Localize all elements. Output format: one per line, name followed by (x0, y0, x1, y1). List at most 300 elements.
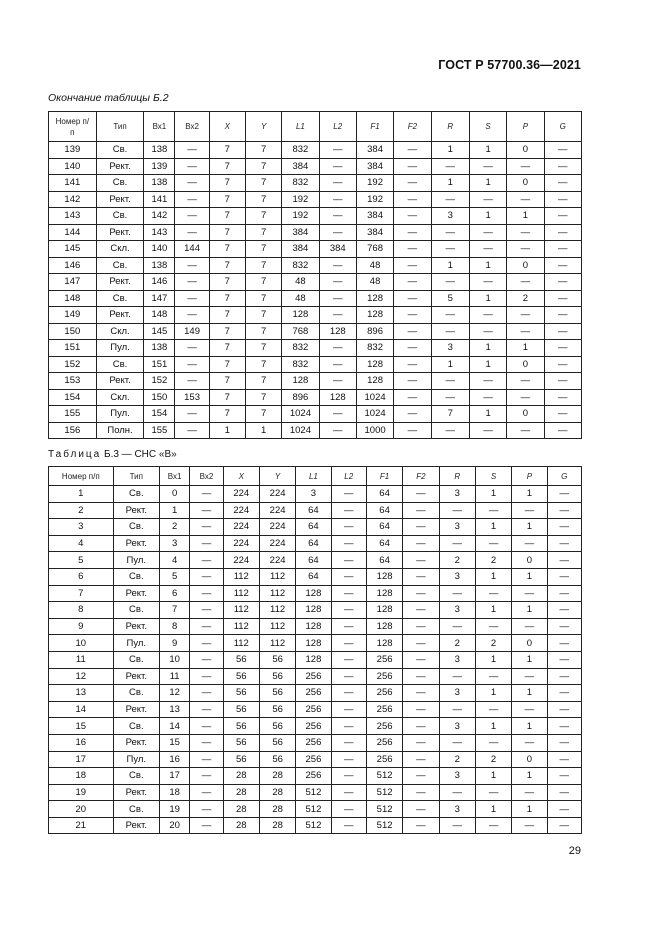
table-cell: — (403, 734, 439, 751)
table-cell: 5 (49, 552, 114, 569)
table-cell: — (190, 618, 223, 635)
table-cell: 1 (512, 685, 547, 702)
table-cell: — (175, 142, 209, 159)
table-cell: — (547, 718, 581, 735)
table-cell: 28 (223, 801, 259, 818)
table-cell: 1 (469, 142, 506, 159)
table-row (49, 618, 582, 635)
table-cell: Пул. (113, 552, 159, 569)
table-cell: 256 (296, 685, 331, 702)
table-cell: 1 (512, 718, 547, 735)
table-cell: 64 (366, 486, 402, 503)
table-cell: 7 (209, 158, 245, 175)
table-cell: — (439, 734, 475, 751)
table-cell: — (547, 502, 581, 519)
table-cell: — (512, 668, 547, 685)
table-cell: — (547, 685, 581, 702)
table-cell: 7 (245, 191, 281, 208)
table-cell: — (175, 373, 209, 390)
table-cell: — (403, 502, 439, 519)
table-cell: — (431, 307, 469, 324)
table-cell: 149 (49, 307, 97, 324)
table-cell: 28 (259, 768, 295, 785)
table-cell: — (394, 290, 431, 307)
table-cell: — (331, 535, 366, 552)
table-cell: — (394, 340, 431, 357)
table-cell: 1 (469, 340, 506, 357)
table-cell: 7 (209, 356, 245, 373)
table-cell: 1 (475, 718, 511, 735)
table-cell: — (331, 801, 366, 818)
table-cell: 28 (259, 801, 295, 818)
table-cell: — (439, 502, 475, 519)
table-cell: 1 (469, 406, 506, 423)
table-cell: 112 (259, 568, 295, 585)
table-cell: — (507, 373, 544, 390)
table-cell: 224 (259, 486, 295, 503)
table-cell: 7 (209, 224, 245, 241)
table-cell: 5 (431, 290, 469, 307)
table-cell: — (319, 142, 356, 159)
table-cell: 56 (223, 651, 259, 668)
column-header: G (547, 467, 581, 486)
table-cell: — (512, 535, 547, 552)
table-row (49, 784, 582, 801)
table-cell: 112 (223, 568, 259, 585)
table-cell: — (175, 340, 209, 357)
table-cell: 128 (296, 585, 331, 602)
table-cell: — (507, 307, 544, 324)
table-cell: — (394, 158, 431, 175)
table-cell: 384 (319, 241, 356, 258)
table-row (49, 602, 582, 619)
table-cell: 7 (209, 290, 245, 307)
table-cell: 112 (223, 585, 259, 602)
table-cell: 148 (49, 290, 97, 307)
table-cell: — (403, 784, 439, 801)
table-cell: 146 (49, 257, 97, 274)
table-cell: — (190, 668, 223, 685)
table-cell: 1 (512, 519, 547, 536)
table-cell: — (512, 784, 547, 801)
table-cell: 512 (296, 801, 331, 818)
table-cell: — (319, 224, 356, 241)
table-cell: — (544, 257, 581, 274)
table-cell: 7 (209, 307, 245, 324)
table-cell: — (319, 373, 356, 390)
table-cell: 1 (507, 340, 544, 357)
table-cell: Св. (113, 519, 159, 536)
table-cell: 56 (223, 685, 259, 702)
table-cell: — (431, 389, 469, 406)
table-cell: Полн. (96, 422, 144, 439)
table-cell: 3 (160, 535, 190, 552)
table-cell: — (394, 422, 431, 439)
table-cell: — (331, 817, 366, 834)
table-cell: 0 (512, 635, 547, 652)
table-cell: 3 (439, 519, 475, 536)
table-cell: 7 (245, 224, 281, 241)
table-cell: 128 (366, 602, 402, 619)
table-cell: — (507, 274, 544, 291)
table-cell: — (319, 158, 356, 175)
table-cell: 14 (160, 718, 190, 735)
table-cell: 28 (223, 784, 259, 801)
table-row (49, 142, 582, 159)
table-cell: — (319, 340, 356, 357)
table-cell: 128 (366, 618, 402, 635)
table-cell: 128 (356, 373, 393, 390)
table-cell: — (544, 175, 581, 192)
table-cell: 256 (296, 751, 331, 768)
table-cell: — (403, 685, 439, 702)
table-cell: 3 (439, 718, 475, 735)
table-row (49, 734, 582, 751)
table-b3-header-row (49, 467, 582, 486)
table-cell: 7 (245, 373, 281, 390)
table-cell: — (331, 751, 366, 768)
table-row (49, 307, 582, 324)
table-cell: Пул. (113, 635, 159, 652)
table-cell: 192 (356, 191, 393, 208)
table-cell: 2 (49, 502, 114, 519)
table-row (49, 191, 582, 208)
table-cell: — (331, 585, 366, 602)
table-cell: — (469, 158, 506, 175)
table-cell: 0 (507, 175, 544, 192)
table-cell: — (431, 274, 469, 291)
table-cell: 7 (209, 373, 245, 390)
table-cell: — (469, 191, 506, 208)
table-cell: 1024 (356, 406, 393, 423)
table-cell: — (403, 701, 439, 718)
table-cell: 112 (223, 602, 259, 619)
document-code: ГОСТ Р 57700.36—2021 (438, 58, 581, 72)
table-cell: 224 (259, 552, 295, 569)
table-cell: — (547, 535, 581, 552)
table-cell: — (512, 585, 547, 602)
table-cell: — (507, 224, 544, 241)
table-cell: 56 (223, 668, 259, 685)
table-cell: 7 (245, 340, 281, 357)
table-cell: — (469, 422, 506, 439)
table-cell: 155 (144, 422, 175, 439)
table-cell: Рект. (96, 158, 144, 175)
table-cell: Рект. (96, 191, 144, 208)
table-cell: 1 (469, 208, 506, 225)
table-cell: 151 (144, 356, 175, 373)
table-cell: 1 (512, 568, 547, 585)
table-cell: — (190, 602, 223, 619)
table-cell: — (331, 784, 366, 801)
table-cell: Скл. (96, 323, 144, 340)
table-row (49, 373, 582, 390)
column-header: Вх1 (144, 112, 175, 142)
column-header: Тип (113, 467, 159, 486)
table-cell: — (394, 175, 431, 192)
table-cell: — (431, 158, 469, 175)
table-cell: 64 (296, 535, 331, 552)
table-cell: Св. (113, 768, 159, 785)
table-cell: — (394, 323, 431, 340)
table-cell: 149 (175, 323, 209, 340)
table-row (49, 768, 582, 785)
table-row (49, 356, 582, 373)
table-cell: — (547, 486, 581, 503)
table-cell: 1 (431, 142, 469, 159)
table-cell: — (547, 768, 581, 785)
table-cell: — (544, 307, 581, 324)
table-cell: — (403, 635, 439, 652)
table-cell: — (190, 552, 223, 569)
table-cell: 64 (366, 552, 402, 569)
table-cell: — (331, 519, 366, 536)
column-header: Тип (96, 112, 144, 142)
table-cell: — (403, 585, 439, 602)
table-cell: 153 (175, 389, 209, 406)
table-cell: — (547, 701, 581, 718)
table-cell: — (431, 422, 469, 439)
table-cell: — (439, 817, 475, 834)
table-cell: 112 (259, 602, 295, 619)
table-cell: 147 (144, 290, 175, 307)
table-cell: — (507, 323, 544, 340)
table-cell: — (544, 241, 581, 258)
table-cell: 14 (49, 701, 114, 718)
table-cell: — (175, 175, 209, 192)
table-cell: — (475, 734, 511, 751)
table-cell: 128 (296, 635, 331, 652)
table-cell: 19 (160, 801, 190, 818)
table-cell: 13 (160, 701, 190, 718)
column-header: X (223, 467, 259, 486)
column-header: F2 (394, 112, 431, 142)
table-cell: 1 (475, 568, 511, 585)
table-cell: — (394, 191, 431, 208)
table-cell: 224 (259, 519, 295, 536)
table-cell: 7 (209, 191, 245, 208)
table-cell: — (175, 208, 209, 225)
table-cell: 142 (49, 191, 97, 208)
table-cell: — (394, 142, 431, 159)
table-b3-caption (48, 449, 177, 460)
table-cell: 28 (259, 784, 295, 801)
table-cell: 7 (209, 389, 245, 406)
table-cell: Св. (96, 356, 144, 373)
column-header: Вх2 (190, 467, 223, 486)
table-row (49, 718, 582, 735)
column-header: F2 (403, 467, 439, 486)
table-cell: Св. (113, 718, 159, 735)
table-cell: 9 (49, 618, 114, 635)
table-cell: 146 (144, 274, 175, 291)
table-cell: — (319, 290, 356, 307)
table-cell: 1024 (356, 389, 393, 406)
table-cell: 20 (160, 817, 190, 834)
column-header: L1 (282, 112, 319, 142)
table-cell: 1 (512, 651, 547, 668)
table-cell: 152 (144, 373, 175, 390)
table-cell: 2 (160, 519, 190, 536)
table-cell: 128 (366, 635, 402, 652)
table-cell: — (403, 651, 439, 668)
table-cell: 7 (245, 406, 281, 423)
table-cell: — (547, 801, 581, 818)
table-cell: — (394, 307, 431, 324)
table-row (49, 323, 582, 340)
table-cell: 0 (160, 486, 190, 503)
table-cell: 0 (507, 142, 544, 159)
table-cell: 3 (431, 208, 469, 225)
table-cell: 156 (49, 422, 97, 439)
table-row (49, 585, 582, 602)
table-cell: — (403, 668, 439, 685)
table-cell: 4 (160, 552, 190, 569)
table-cell: 2 (475, 635, 511, 652)
table-cell: Рект. (96, 307, 144, 324)
table-row (49, 519, 582, 536)
table-cell: — (469, 224, 506, 241)
table-cell: — (512, 701, 547, 718)
table-cell: 56 (259, 651, 295, 668)
table-cell: 10 (49, 635, 114, 652)
table-row (49, 701, 582, 718)
table-cell: Рект. (113, 535, 159, 552)
table-cell: 8 (49, 602, 114, 619)
table-b2-header-row (49, 112, 582, 142)
table-cell: 6 (160, 585, 190, 602)
table-cell: 256 (296, 718, 331, 735)
table-cell: 2 (475, 552, 511, 569)
table-cell: 384 (282, 158, 319, 175)
table-cell: — (403, 568, 439, 585)
table-cell: — (319, 422, 356, 439)
table-cell: 7 (160, 602, 190, 619)
table-b2-caption: Окончание таблицы Б.2 (48, 92, 169, 104)
table-cell: 150 (49, 323, 97, 340)
table-cell: 3 (439, 685, 475, 702)
table-cell: 4 (49, 535, 114, 552)
table-cell: — (319, 406, 356, 423)
table-cell: 128 (282, 307, 319, 324)
table-cell: 12 (160, 685, 190, 702)
table-cell: 1 (475, 768, 511, 785)
table-cell: 141 (49, 175, 97, 192)
table-cell: 224 (223, 502, 259, 519)
table-cell: — (175, 191, 209, 208)
table-cell: 384 (282, 241, 319, 258)
table-cell: 56 (223, 751, 259, 768)
table-cell: 192 (282, 191, 319, 208)
table-cell: — (394, 208, 431, 225)
table-cell: Рект. (113, 784, 159, 801)
table-cell: — (512, 817, 547, 834)
table-cell: — (544, 224, 581, 241)
table-cell: — (331, 734, 366, 751)
table-cell: — (175, 290, 209, 307)
table-cell: — (331, 718, 366, 735)
table-cell: — (544, 389, 581, 406)
table-cell: 1 (512, 768, 547, 785)
column-header: X (209, 112, 245, 142)
table-cell: 1 (49, 486, 114, 503)
table-cell: — (544, 422, 581, 439)
page-number: 29 (568, 845, 581, 857)
table-cell: Рект. (113, 817, 159, 834)
table-cell: 64 (296, 568, 331, 585)
table-cell: 7 (209, 340, 245, 357)
table-cell: 154 (144, 406, 175, 423)
table-cell: 64 (296, 519, 331, 536)
table-cell: — (319, 356, 356, 373)
table-cell: 56 (259, 668, 295, 685)
table-cell: 56 (259, 734, 295, 751)
table-cell: 0 (512, 552, 547, 569)
table-cell: — (319, 274, 356, 291)
table-cell: — (544, 158, 581, 175)
table-cell: 512 (366, 817, 402, 834)
table-cell: Св. (96, 290, 144, 307)
table-cell: — (431, 191, 469, 208)
table-b3-caption-label: Таблица (48, 449, 102, 460)
table-cell: 128 (356, 307, 393, 324)
table-cell: — (331, 552, 366, 569)
table-cell: 7 (209, 257, 245, 274)
table-cell: — (512, 618, 547, 635)
table-cell: 7 (245, 323, 281, 340)
table-cell: — (431, 373, 469, 390)
table-cell: — (544, 356, 581, 373)
table-cell: — (547, 519, 581, 536)
table-cell: — (547, 734, 581, 751)
table-cell: 832 (282, 340, 319, 357)
table-row (49, 568, 582, 585)
table-cell: — (394, 373, 431, 390)
table-cell: — (175, 257, 209, 274)
table-cell: 7 (245, 389, 281, 406)
table-cell: 144 (175, 241, 209, 258)
table-cell: 64 (366, 535, 402, 552)
table-cell: Пул. (96, 340, 144, 357)
table-cell: — (431, 241, 469, 258)
table-cell: Рект. (113, 701, 159, 718)
table-cell: 2 (439, 751, 475, 768)
table-row (49, 274, 582, 291)
table-cell: 1024 (282, 422, 319, 439)
table-cell: 128 (356, 356, 393, 373)
table-cell: 384 (356, 224, 393, 241)
table-cell: 138 (144, 340, 175, 357)
table-cell: 151 (49, 340, 97, 357)
table-cell: 256 (366, 734, 402, 751)
table-cell: — (190, 635, 223, 652)
table-cell: — (439, 585, 475, 602)
table-cell: Пул. (96, 406, 144, 423)
table-cell: 224 (259, 502, 295, 519)
table-cell: — (331, 768, 366, 785)
table-cell: 224 (259, 535, 295, 552)
table-cell: 1 (512, 486, 547, 503)
table-cell: — (475, 668, 511, 685)
table-cell: 48 (282, 274, 319, 291)
table-cell: 1 (512, 801, 547, 818)
table-cell: 2 (439, 552, 475, 569)
table-cell: 128 (296, 618, 331, 635)
table-cell: Св. (96, 208, 144, 225)
table-cell: 145 (144, 323, 175, 340)
table-cell: 12 (49, 668, 114, 685)
table-cell: 128 (319, 323, 356, 340)
